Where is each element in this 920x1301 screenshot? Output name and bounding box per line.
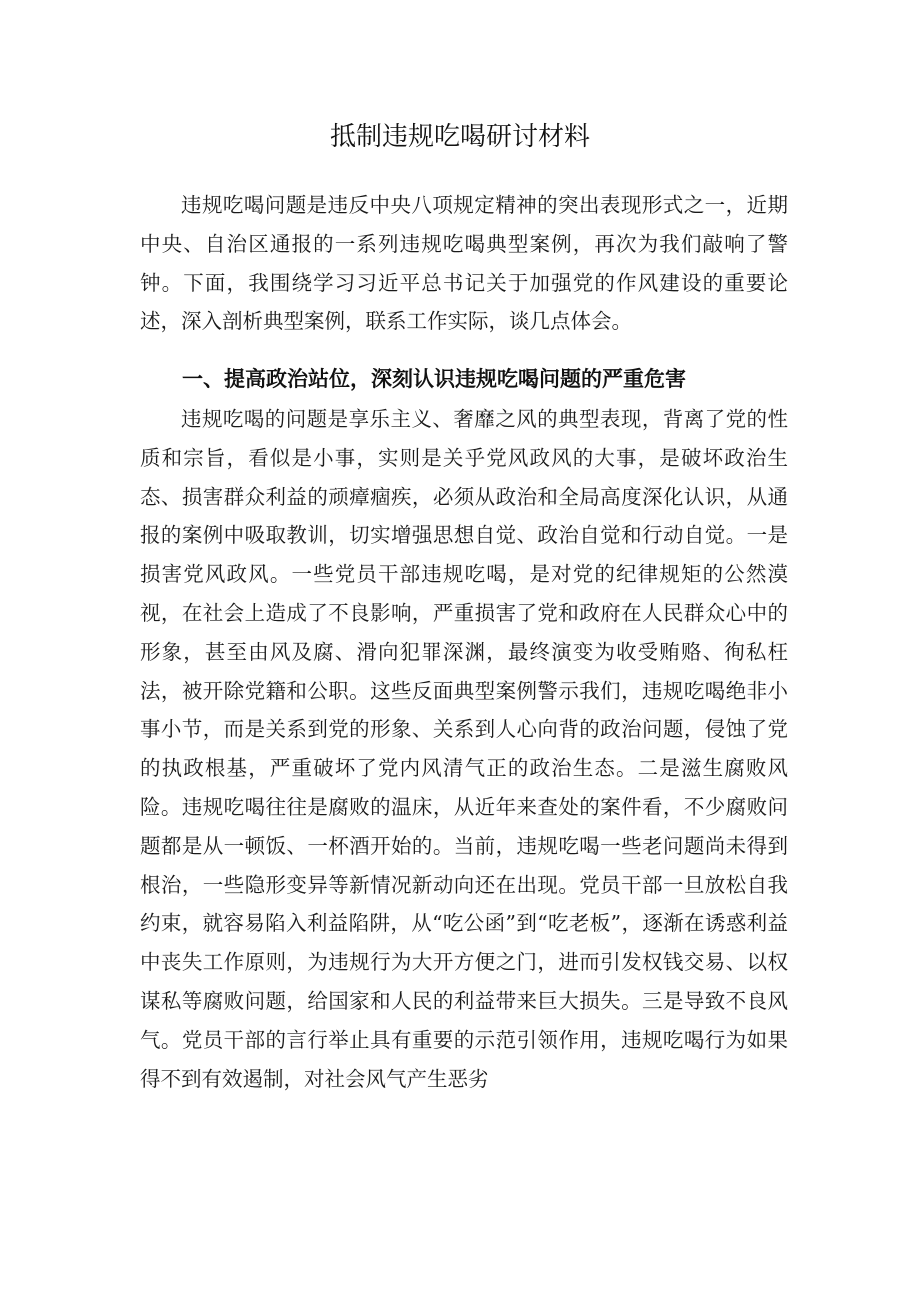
section-body-paragraph: 违规吃喝的问题是享乐主义、奢靡之风的典型表现，背离了党的性质和宗旨，看似是小事，实则是关乎党风政风的大事，是破坏政治生态、损害群众利益的顽瘴痼疾，必须从政治和全局高度深化认识，从通报的案例中吸取教训，切实增强思想自觉、政治自觉和行动自觉。一是损害党风政风。一些党员干部违规吃喝，是对党的纪律规矩的公然漠视，在社会上造成了不良影响，严重损害了党和政府在人民群众心中的形象，甚至由风及腐、滑向犯罪深渊，最终演变为收受贿赂、徇私枉法，被开除党籍和公职。这些反面典型案例警示我们，违规吃喝绝非小事小节，而是关系到党的形象、关系到人心向背的政治问题，侵蚀了党的执政根基，严重破坏了党内风清气正的政治生态。二是滋生腐败风险。违规吃喝往往是腐败的温床，从近年来查处的案件看，不少腐败问题都是从一顿饭、一杯酒开始的。当前，违规吃喝一些老问题尚未得到根治，一些隐形变异等新情况新动向还在出现。党员干部一旦放松自我约束，就容易陷入利益陷阱，从“吃公函”到“吃老板”，逐渐在诱惑利益中丧失工作原则，为违规行为大开方便之门，进而引发权钱交易、以权谋私等腐败问题，给国家和人民的利益带来巨大损失。三是导致不良风气。党员干部的言行举止具有重要的示范引领作用，违规吃喝行为如果得不到有效遏制，对社会风气产生恶劣 (140, 407, 788, 1091)
intro-paragraph: 违规吃喝问题是违反中央八项规定精神的突出表现形式之一，近期中央、自治区通报的一系列违规吃喝典型案例，再次为我们敲响了警钟。下面，我围绕学习习近平总书记关于加强党的作风建设的重要论述，深入剖析典型案例，联系工作实际，谈几点体会。 (140, 193, 788, 334)
document-title: 抵制违规吃喝研讨材料 (329, 122, 590, 152)
section-heading: 一、提高政治站位，深刻认识违规吃喝问题的严重危害 (182, 367, 686, 391)
